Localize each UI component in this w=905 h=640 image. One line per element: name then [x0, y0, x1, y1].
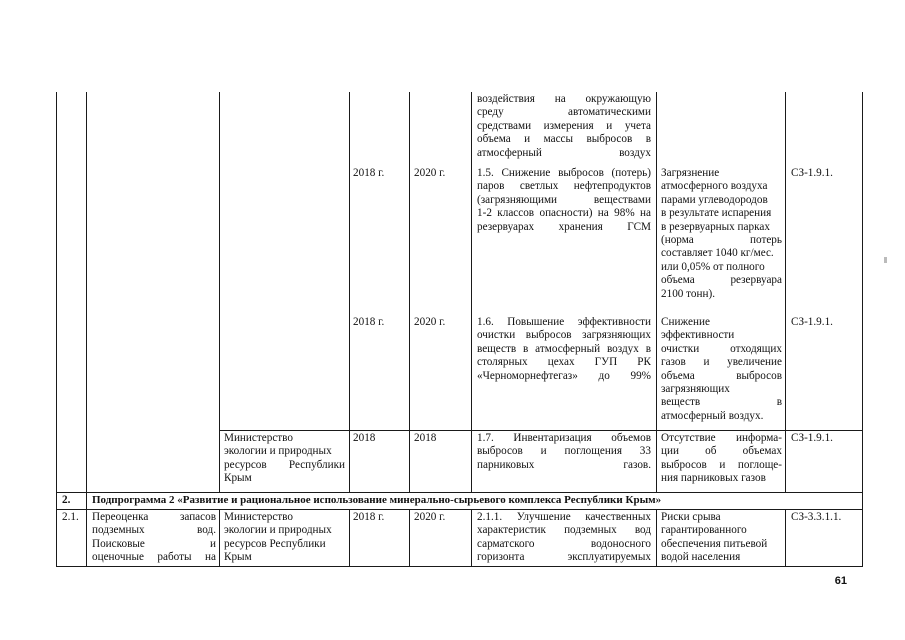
- text-line: средствами измерения и учета: [477, 119, 651, 132]
- text-line: 1.7. Инвентаризация объемов: [477, 432, 651, 444]
- row-1-7-consequence: [661, 432, 782, 486]
- row-1-7-indicator: СЗ-1.9.1.: [791, 432, 833, 444]
- text-line: объема выбросов: [661, 369, 782, 382]
- row-1-7-executor: [224, 432, 345, 486]
- text-line: резервуарах хранения ГСМ: [477, 220, 651, 233]
- text-line: эффективности: [661, 329, 735, 342]
- text-line: Крым: [224, 551, 252, 564]
- row-line-17-top: [219, 430, 862, 431]
- row-1-6-indicator: СЗ-1.9.1.: [791, 316, 833, 328]
- text-line: 2100 тонн).: [661, 287, 716, 300]
- text-line: Загрязнение: [661, 167, 720, 179]
- text-line: воздействия на окружающую: [477, 93, 651, 105]
- text-line: столярных цехах ГУП РК: [477, 356, 651, 369]
- col-line-4: [409, 92, 410, 492]
- row-2-1-number: 2.1.: [62, 511, 79, 523]
- row-1-5-consequence: [661, 167, 782, 301]
- text-line: Снижение: [661, 316, 710, 328]
- row-1-5-measure: [477, 167, 651, 234]
- col-line-2b: [219, 509, 220, 567]
- row-2-1-measure: [477, 511, 651, 565]
- col-line-5b: [471, 509, 472, 567]
- row-1-5-end: 2020 г.: [414, 167, 446, 179]
- text-line: гарантированного: [661, 524, 747, 537]
- text-line: очистки отходящих: [661, 342, 782, 355]
- row-1-6-start: 2018 г.: [353, 316, 385, 328]
- row-2-1-consequence: [661, 511, 782, 565]
- text-line: 1.5. Снижение выбросов (потерь): [477, 167, 651, 179]
- text-line: водой населения: [661, 551, 741, 564]
- text-line: горизонта эксплуатируемых: [477, 551, 651, 564]
- text-line: ции об объемах: [661, 445, 782, 458]
- text-line: 2.1.1. Улучшение качественных: [477, 511, 651, 523]
- text-line: ресурсов Республики: [224, 458, 345, 471]
- text-line: подземных вод.: [92, 524, 216, 537]
- row-2-1-executor: [224, 511, 345, 565]
- row-2-1-end: 2020 г.: [414, 511, 446, 523]
- row-line-sub2-bottom: [56, 509, 863, 510]
- text-line: экологии и природных: [224, 524, 332, 537]
- row-1-5-start: 2018 г.: [353, 167, 385, 179]
- row-2-1-start: 2018 г.: [353, 511, 385, 523]
- text-line: выбросов и поглощения 33: [477, 445, 651, 458]
- text-line: характеристик подземных вод: [477, 524, 651, 537]
- col-line-6b: [656, 509, 657, 567]
- text-line: сарматского водоносного: [477, 537, 651, 550]
- text-line: атмосферный воздух.: [661, 409, 764, 422]
- col-line-4b: [409, 509, 410, 567]
- row-2-1-name: [92, 511, 216, 565]
- text-line: выбросов и поглоще-: [661, 458, 782, 471]
- text-line: атмосферного воздуха: [661, 180, 768, 193]
- text-line: составляет 1040 кг/мес.: [661, 247, 774, 260]
- row-1-6-consequence: [661, 316, 782, 423]
- text-line: объема и массы выбросов в: [477, 133, 651, 146]
- text-line: обеспечения питьевой: [661, 537, 768, 550]
- row-line-bottom: [56, 566, 863, 567]
- row-2-1-indicator: СЗ-3.3.1.1.: [791, 511, 842, 523]
- text-line: Поисковые и: [92, 537, 216, 550]
- text-line: паров светлых нефтепродуктов: [477, 180, 651, 193]
- text-line: веществ в атмосферный воздух в: [477, 342, 651, 355]
- text-line: в результате испарения: [661, 207, 772, 220]
- text-line: очистки выбросов загрязняющих: [477, 329, 651, 342]
- col-line-5: [471, 92, 472, 492]
- text-line: Переоценка запасов: [92, 511, 216, 523]
- col-line-1: [86, 92, 87, 567]
- subprogram-2-number: 2.: [62, 494, 71, 506]
- text-line: Отсутствие информа-: [661, 432, 782, 444]
- col-line-7b: [785, 509, 786, 567]
- col-line-2: [219, 92, 220, 492]
- text-line: Министерство: [224, 432, 293, 444]
- measure-continuation: [477, 93, 651, 160]
- text-line: загрязняющих: [661, 383, 730, 396]
- text-line: в резервуарных парках: [661, 220, 770, 233]
- col-line-left: [56, 92, 57, 567]
- text-line: или 0,05% от полного: [661, 260, 765, 273]
- text-line: ния парниковых газов: [661, 472, 766, 485]
- row-1-7-measure: [477, 432, 651, 472]
- text-line: (норма потерь: [661, 234, 782, 247]
- text-line: ресурсов Республики: [224, 537, 326, 550]
- text-line: парами углеводородов: [661, 193, 768, 206]
- subprogram-2-title: Подпрограмма 2 «Развитие и рациональное использование минерально-сырьевого комплекса Республики Крым»: [92, 494, 662, 506]
- text-line: объема резервуара: [661, 274, 782, 287]
- col-line-6: [656, 92, 657, 492]
- col-line-3: [349, 92, 350, 492]
- col-line-3b: [349, 509, 350, 567]
- text-line: газов и увеличение: [661, 356, 782, 369]
- scan-mark: [884, 257, 887, 263]
- row-1-5-indicator: СЗ-1.9.1.: [791, 167, 833, 179]
- text-line: Риски срыва: [661, 511, 721, 523]
- text-line: (загрязняющими веществами: [477, 193, 651, 206]
- text-line: веществ в: [661, 396, 782, 409]
- text-line: 1.6. Повышение эффективности: [477, 316, 651, 328]
- col-line-right: [862, 92, 863, 567]
- page-number: 61: [834, 575, 847, 587]
- text-line: экологии и природных: [224, 445, 332, 458]
- row-1-6-measure: [477, 316, 651, 383]
- text-line: «Черноморнефтегаз» до 99%: [477, 369, 651, 382]
- text-line: оценочные работы на: [92, 551, 216, 564]
- text-line: Министерство: [224, 511, 293, 523]
- text-line: парниковых газов.: [477, 458, 651, 471]
- col-line-7: [785, 92, 786, 492]
- row-1-7-start: 2018: [353, 432, 376, 444]
- text-line: атмосферный воздух: [477, 146, 651, 159]
- text-line: 1-2 классов опасности) на 98% на: [477, 207, 651, 220]
- text-line: Крым: [224, 472, 252, 485]
- row-line-sub2-top: [56, 492, 863, 493]
- text-line: среду автоматическими: [477, 106, 651, 119]
- row-1-7-end: 2018: [414, 432, 437, 444]
- row-1-6-end: 2020 г.: [414, 316, 446, 328]
